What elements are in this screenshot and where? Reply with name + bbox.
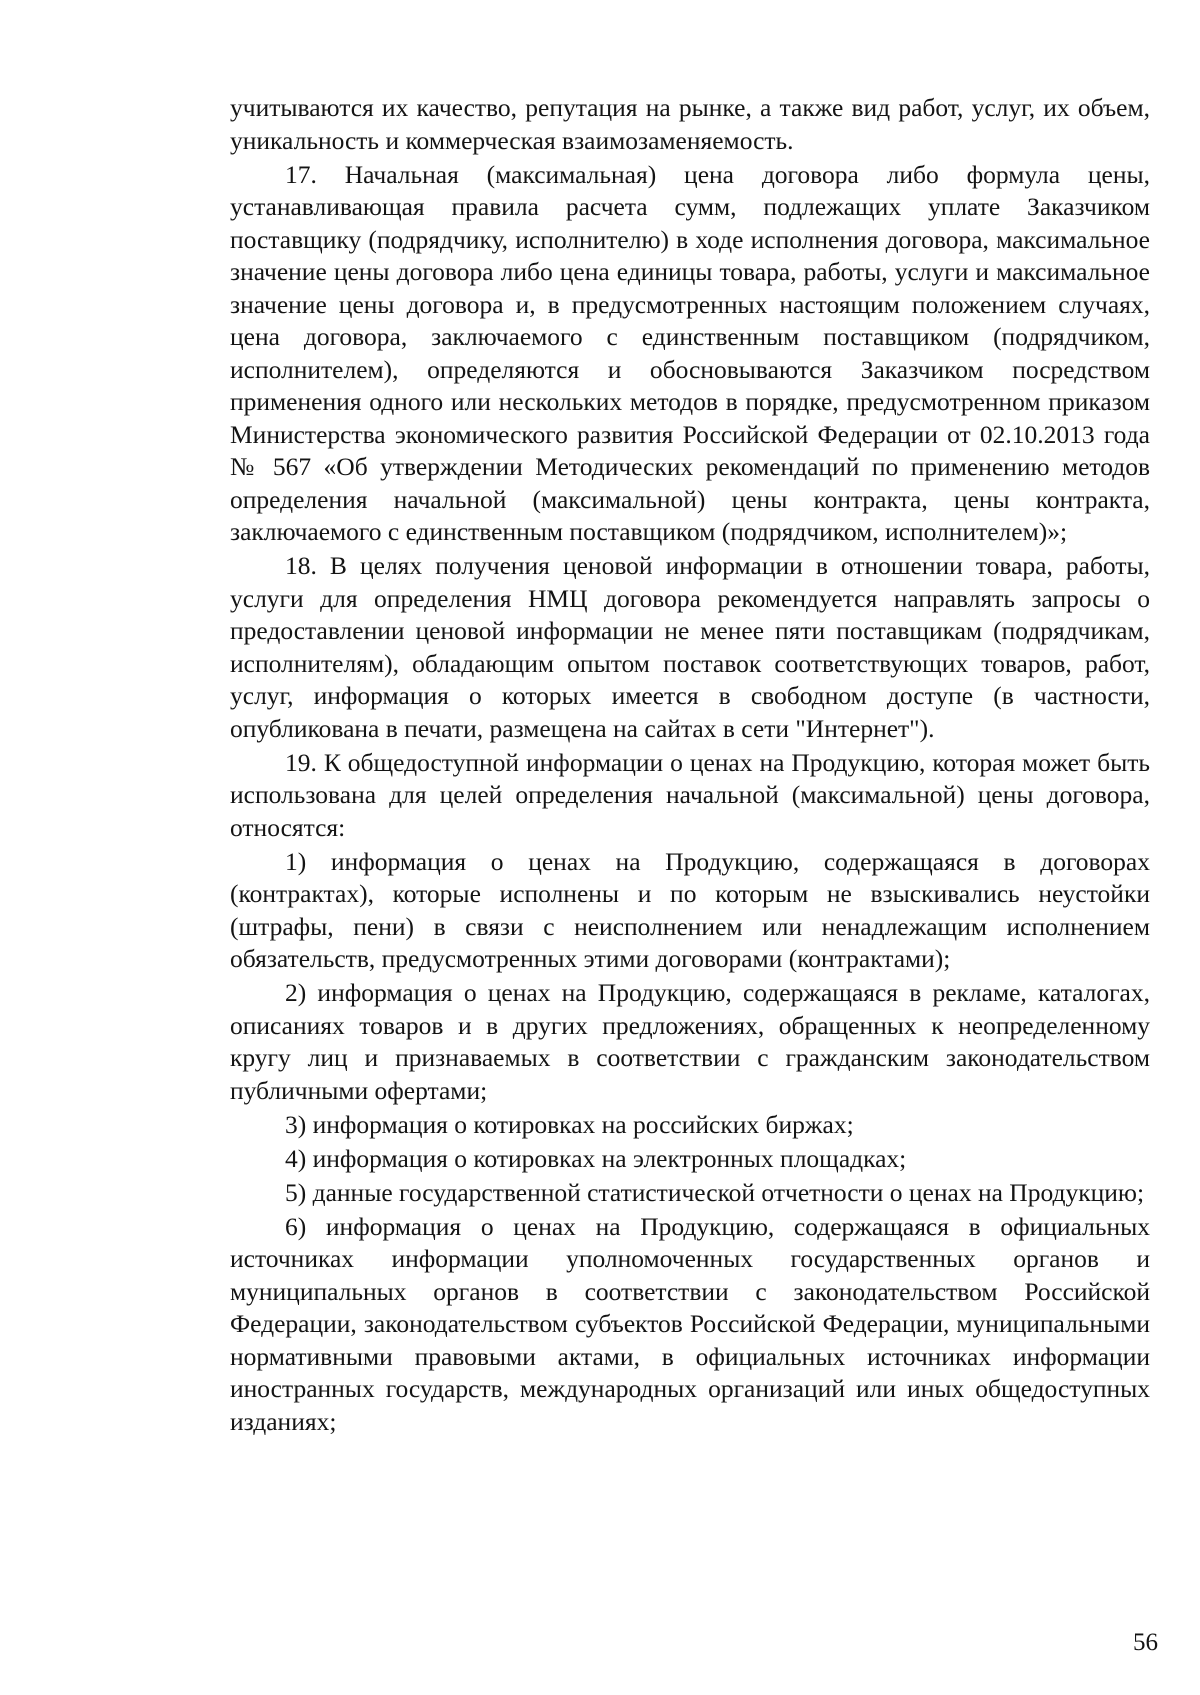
page-number: 56 — [1133, 1629, 1158, 1656]
paragraph-continuation: учитываются их качество, репутация на рынке, а также вид работ, услуг, их объем, уникальность и коммерческая взаимозаменяемость. — [230, 93, 1150, 155]
paragraph-18: 18. В целях получения ценовой информации в отношении товара, работы, услуги для определения НМЦ договора рекомендуется направлять запросы о предоставлении ценовой информации не менее пяти поставщикам (подрядчикам, исполнителям), обладающим опытом поставок соответствующих товаров, работ, услуг, информация о которых имеется в свободном доступе (в частности, опубликована в печати, размещена на сайтах в сети "Интернет"). — [230, 551, 1150, 743]
paragraph-19: 19. К общедоступной информации о ценах на Продукцию, которая может быть использована для целей определения начальной (максимальной) цены договора, относятся: — [230, 747, 1150, 842]
list-item-5: 5) данные государственной статистической отчетности о ценах на Продукцию; — [285, 1177, 1145, 1207]
list-item-3: 3) информация о котировках на российских биржах; — [285, 1109, 854, 1139]
list-item-1: 1) информация о ценах на Продукцию, содержащаяся в договорах (контрактах), которые исполнены и по которым не взыскивались неустойки (штрафы, пени) в связи с неисполнением или ненадлежащим исполнением обязательств, предусмотренных этими договорами (контрактами); — [230, 846, 1150, 973]
document-body — [230, 92, 1150, 1440]
paragraph-17: 17. Начальная (максимальная) цена договора либо формула цены, устанавливающая правила расчета сумм, подлежащих уплате Заказчиком поставщику (подрядчику, исполнителю) в ходе исполнения договора, максимальное значение цены договора либо цена единицы товара, работы, услуги и максимальное значение цены договора и, в предусмотренных настоящим положением случаях, цена договора, заключаемого с единственным поставщиком (подрядчиком, исполнителем), определяются и обосновываются Заказчиком посредством применения одного или нескольких методов в порядке, предусмотренном приказом Министерства экономического развития Российской Федерации от 02.10.2013 года № 567 «Об утверждении Методических рекомендаций по применению методов определения начальной (максимальной) цены контракта, цены контракта, заключаемого с единственным поставщиком (подрядчиком, исполнителем)»; — [230, 159, 1150, 546]
list-item-6: 6) информация о ценах на Продукцию, содержащаяся в официальных источниках информации уполномоченных государственных органов и муниципальных органов в соответствии с законодательством Российской Федерации, законодательством субъектов Российской Федерации, муниципальными нормативными правовыми актами, в официальных источниках информации иностранных государств, международных организаций или иных общедоступных изданиях; — [230, 1211, 1150, 1436]
list-item-4: 4) информация о котировках на электронных площадках; — [285, 1143, 907, 1173]
list-item-2: 2) информация о ценах на Продукцию, содержащаяся в рекламе, каталогах, описаниях товаров и в других предложениях, обращенных к неопределенному кругу лиц и признаваемых в соответствии с гражданским законодательством публичными офертами; — [230, 978, 1150, 1105]
